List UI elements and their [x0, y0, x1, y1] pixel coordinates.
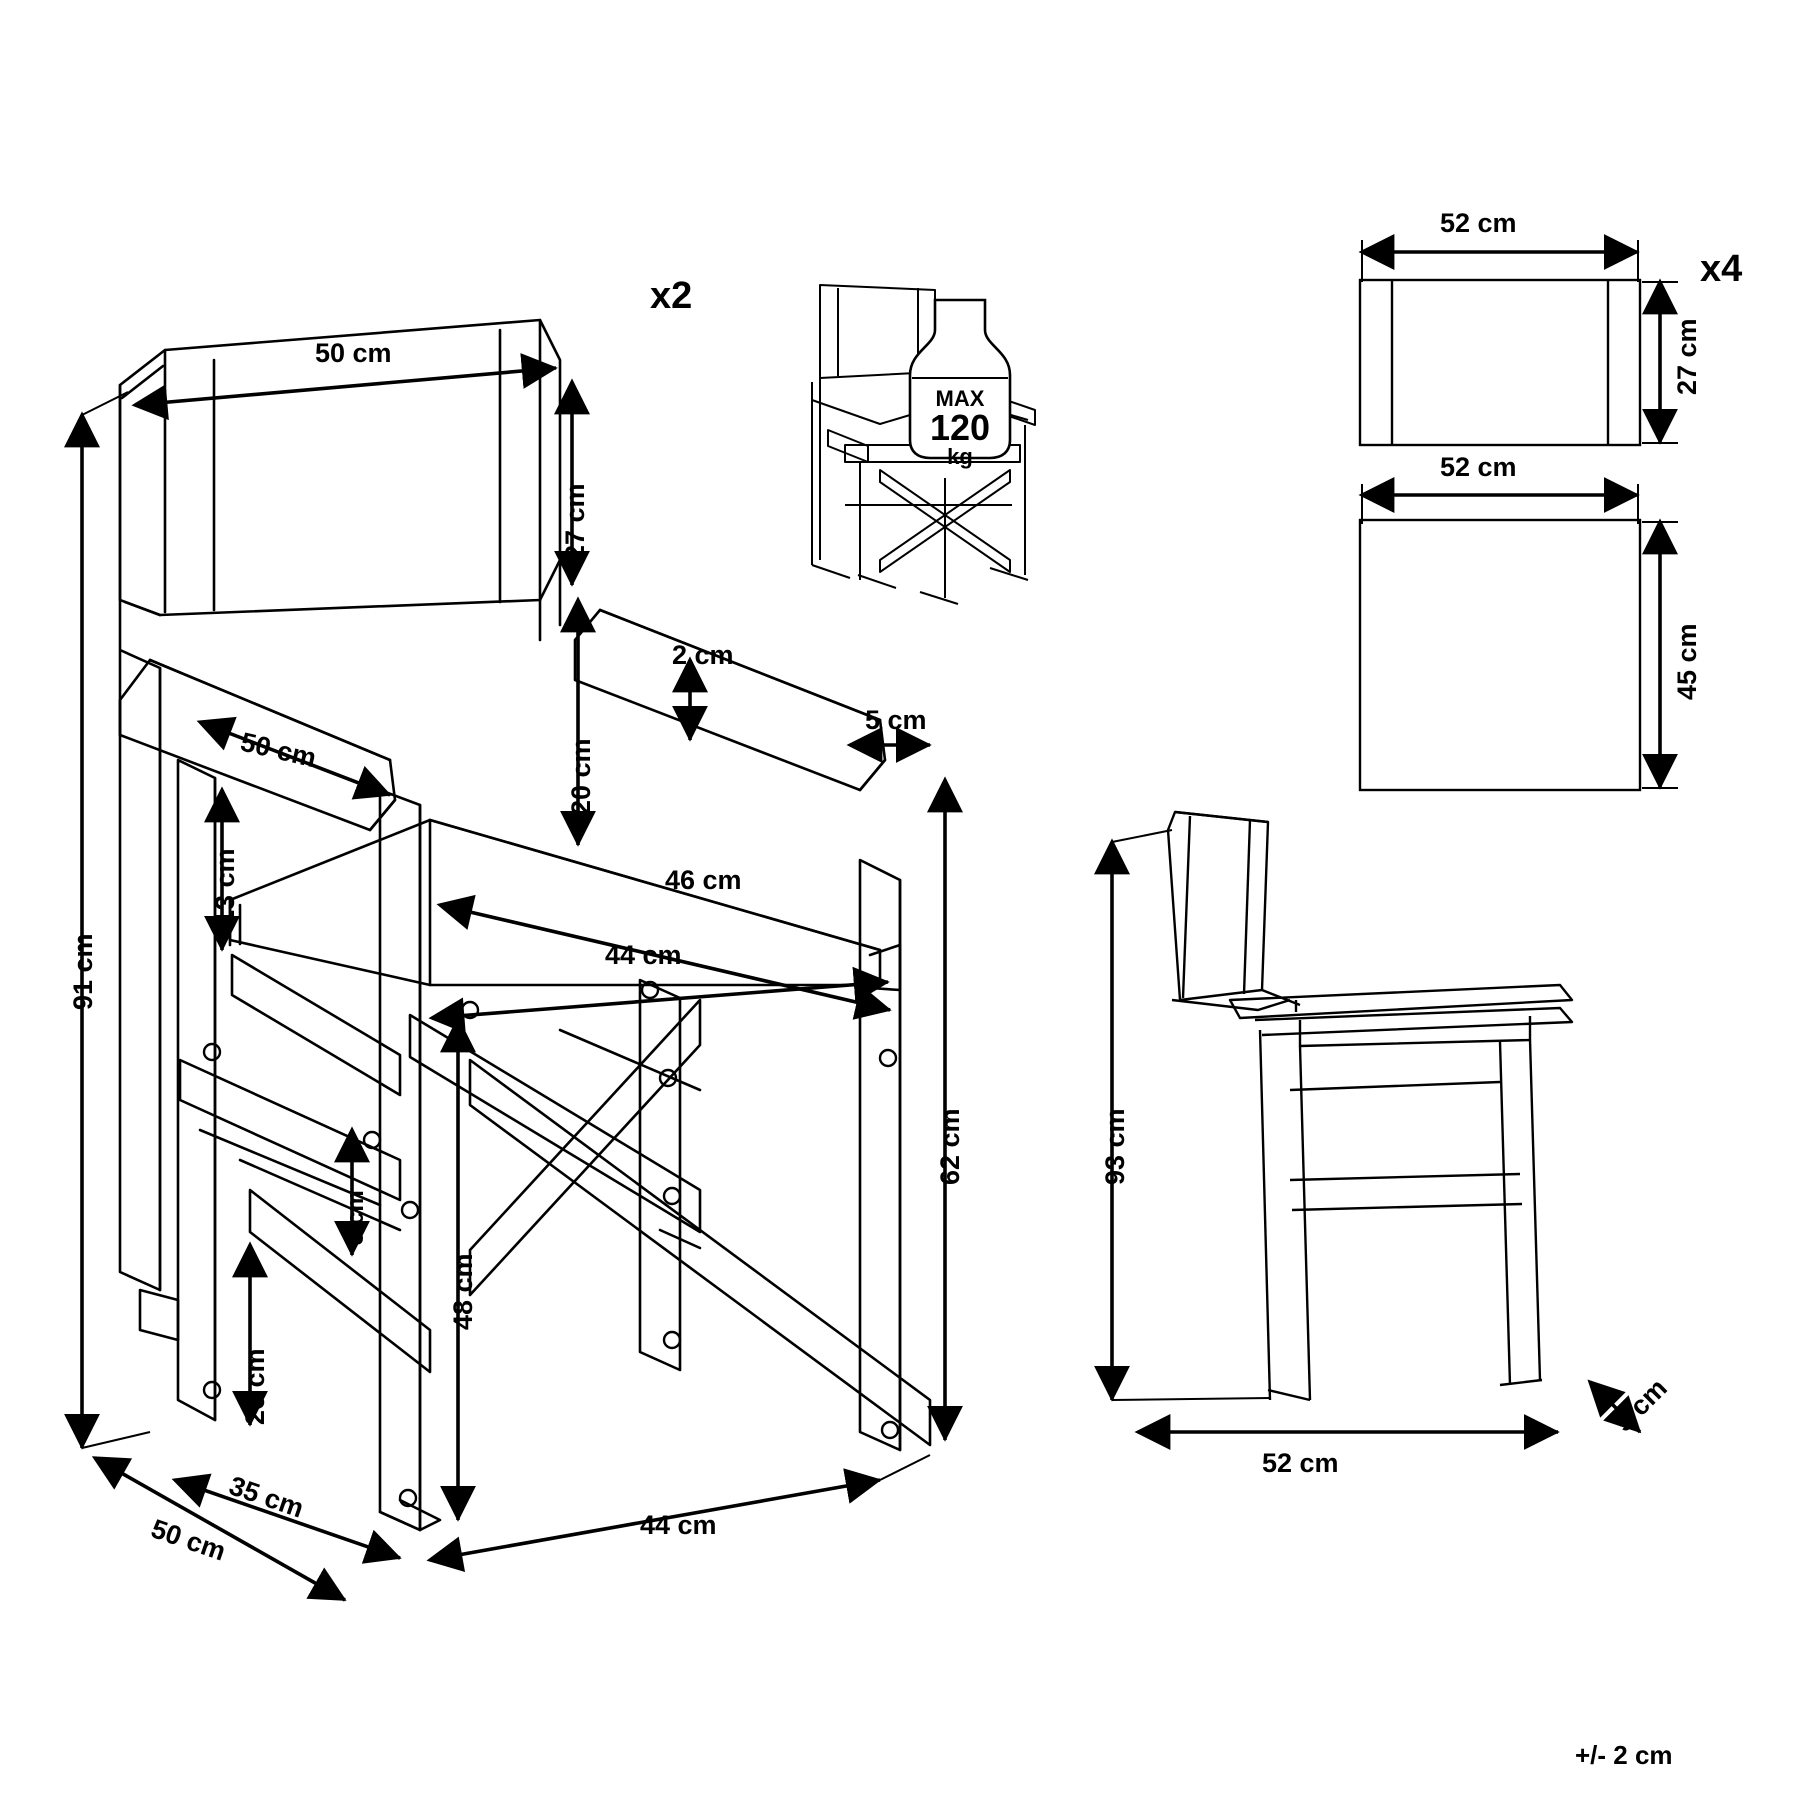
- dim-lower-rail-height: 26 cm: [240, 1348, 270, 1425]
- dim-armrest-to-seat: 13 cm: [210, 848, 240, 925]
- side-chair-illustration: [1168, 812, 1572, 1400]
- dim-side-height: 93 cm: [1100, 1108, 1130, 1185]
- dim-back-height: 27 cm: [560, 483, 590, 560]
- dim-back-width: 50 cm: [315, 338, 392, 368]
- dim-side-thickness: 5 cm: [1608, 1372, 1673, 1438]
- dim-seat-depth: 46 cm: [665, 865, 742, 895]
- cushion-quantity-label: x4: [1700, 248, 1743, 290]
- dim-stretcher-gap: 3 cm: [342, 1190, 369, 1245]
- dim-armrest-depth: 50 cm: [237, 726, 320, 774]
- dim-seat-height: 48 cm: [448, 1253, 478, 1330]
- cushion-bottom-illustration: [1360, 520, 1640, 790]
- dim-base-width-front: 44 cm: [640, 1510, 717, 1540]
- max-load-value: 120: [929, 407, 991, 448]
- dim-total-height: 91 cm: [68, 933, 98, 1010]
- dim-back-to-seat: 20 cm: [566, 738, 596, 815]
- dim-cushion-bottom-height: 45 cm: [1672, 623, 1702, 700]
- dim-armrest-thickness: 2 cm: [672, 640, 734, 670]
- max-load-badge: [905, 388, 1015, 468]
- dim-cushion-top-width: 52 cm: [1440, 208, 1517, 238]
- cushion-top-illustration: [1360, 280, 1640, 445]
- joint-rivets: [204, 982, 898, 1506]
- dim-armrest-width: 5 cm: [865, 705, 927, 735]
- dim-cushion-bottom-width: 52 cm: [1440, 452, 1517, 482]
- dim-base-width-left: 50 cm: [147, 1513, 230, 1567]
- dim-seat-width-front: 44 cm: [605, 940, 682, 970]
- max-load-label: MAX: [935, 386, 985, 411]
- dim-cushion-top-height: 27 cm: [1672, 318, 1702, 395]
- max-load-unit: kg: [947, 444, 973, 469]
- chair-quantity-label: x2: [650, 275, 693, 317]
- tolerance-note: +/- 2 cm: [1575, 1740, 1673, 1770]
- dim-base-depth: 35 cm: [225, 1470, 308, 1524]
- dim-seat-back-height: 62 cm: [935, 1108, 965, 1185]
- dim-side-depth: 52 cm: [1262, 1448, 1339, 1478]
